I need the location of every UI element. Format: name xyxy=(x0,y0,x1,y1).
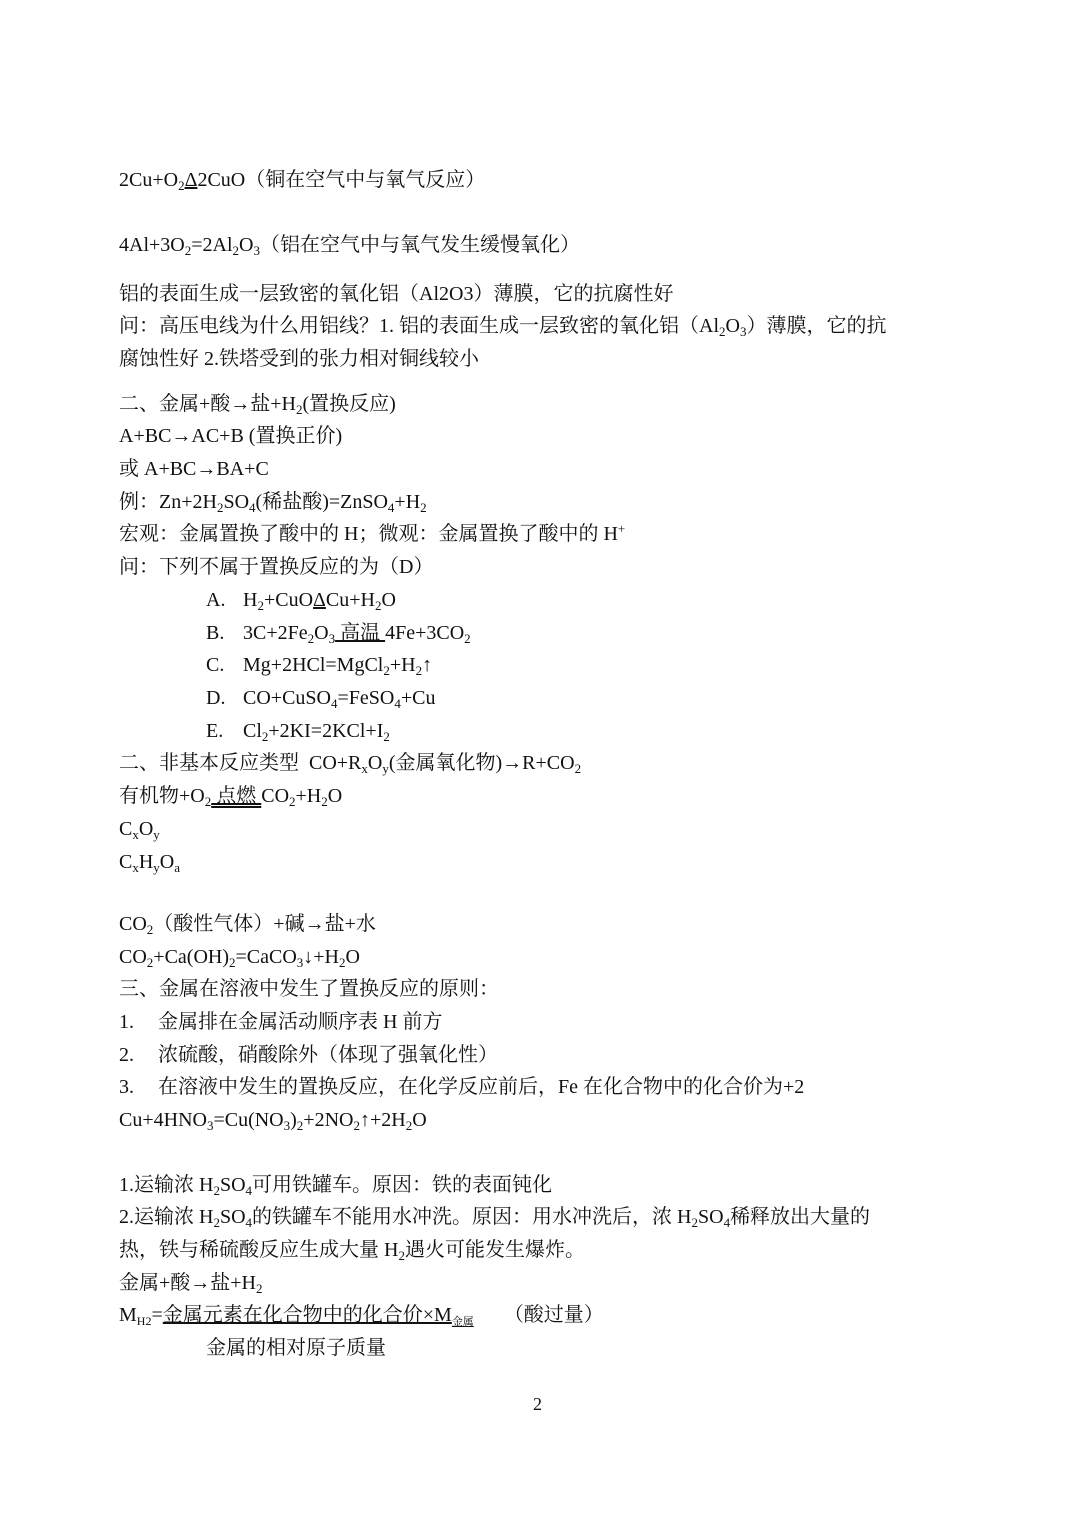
text-aluminum-film: 铝的表面生成一层致密的氧化铝（Al2O3）薄膜，它的抗腐性好 xyxy=(119,283,674,305)
formula-cxoy: $C_xO_y$ xyxy=(119,818,160,842)
section-heading-non-basic: 二、非基本反应类型 $CO+R_xO_y$(金属氧化物)$\to R+CO_2$ xyxy=(119,752,582,776)
answer-continued: 腐蚀性好 2.铁塔受到的张力相对铜线较小 xyxy=(119,348,479,370)
organic-combustion: 有机物$+O_2$ 点燃 $CO_2+H_2O$ xyxy=(119,785,343,809)
metal-acid-general: 金属+酸→盐$+H_2$ xyxy=(119,1272,263,1296)
option-d: D. CO+CuSO$_4$=FeSO$_4$+Cu xyxy=(206,687,436,711)
principle-1: 1. 金属排在金属活动顺序表 H 前方 xyxy=(119,1011,443,1033)
option-a: A. $H_2+CuO\Delta Cu+H_2O$ xyxy=(206,589,396,613)
example-zinc-acid: 例：$Zn+2H_2SO_4$(稀盐酸)$=ZnSO_4+H_2$ xyxy=(119,491,427,515)
note-iron-tanker-2-cont: 热，铁与稀硫酸反应生成大量 $H_2$遇火可能发生爆炸。 xyxy=(119,1239,585,1263)
hydrogen-mass-formula-numerator: $M_{H2}=$金属元素在化合物中的化合价$\times M_{金属}$ （酸过量） xyxy=(119,1304,604,1328)
question-high-voltage-line: 问：高压电线为什么用铝线？1. 铝的表面生成一层致密的氧化铝$(Al_2O_3)$薄膜，它的抗 xyxy=(119,315,887,339)
option-c: C. $Mg+2HCl=MgCl_2+H_2↑$ xyxy=(206,654,433,678)
note-iron-tanker-2: 2.运输浓 $H_2SO_4$的铁罐车不能用水冲洗。原因：用水冲洗后，浓 $H_2SO_4$稀释放出大量的 xyxy=(119,1206,871,1230)
note-iron-tanker-1: 1.运输浓 $H_2SO_4$可用铁罐车。原因：铁的表面钝化 xyxy=(119,1174,553,1198)
co2-limewater-equation: $CO_2+Ca(OH)_2=CaCO_3↓+H_2O$ xyxy=(119,946,360,970)
general-form-2: 或 A+BC→BA+C xyxy=(119,458,269,480)
hydrogen-mass-formula-denominator: 金属的相对原子质量 xyxy=(206,1337,386,1359)
question-displacement: 问：下列不属于置换反应的为（D） xyxy=(119,556,434,578)
general-form-1: A+BC→AC+B (置换正价) xyxy=(119,425,343,447)
option-e: E. $Cl_2+2KI=2KCl+I_2$ xyxy=(206,720,390,744)
section-heading-principles: 三、金属在溶液中发生了置换反应的原则： xyxy=(119,978,499,1000)
section-heading-metal-acid: 二、金属+酸→盐$+H_2$(置换反应) xyxy=(119,393,396,417)
principle-2: 2. 浓硫酸，硝酸除外（体现了强氧化性） xyxy=(119,1044,498,1066)
option-b: B. $3C+2Fe_2O_3$ 高温 $4Fe+3CO_2$ xyxy=(206,622,471,646)
formula-cxhyoa: $C_xH_yO_a$ xyxy=(119,851,181,875)
equation-copper-oxygen: $2Cu+O_2\Delta 2CuO$（铜在空气中与氧气反应） xyxy=(119,169,486,193)
principle-3: 3. 在溶液中发生的置换反应，在化学反应前后，Fe 在化合物中的化合价为+2 xyxy=(119,1076,805,1098)
equation-aluminum-oxygen: $4Al+3O_2=2Al_2O_3$（铝在空气中与氧气发生缓慢氧化） xyxy=(119,234,580,258)
page-number: 2 xyxy=(533,1394,542,1414)
macro-micro-text: 宏观：金属置换了酸中的 H；微观：金属置换了酸中的 H+ xyxy=(119,521,626,545)
copper-nitric-acid-equation: $Cu+4HNO_3=Cu(NO_3)_2+2NO_2↑+2H_2O$ xyxy=(119,1109,427,1133)
co2-base-text: $CO_2$（酸性气体）+碱→盐+水 xyxy=(119,913,376,937)
